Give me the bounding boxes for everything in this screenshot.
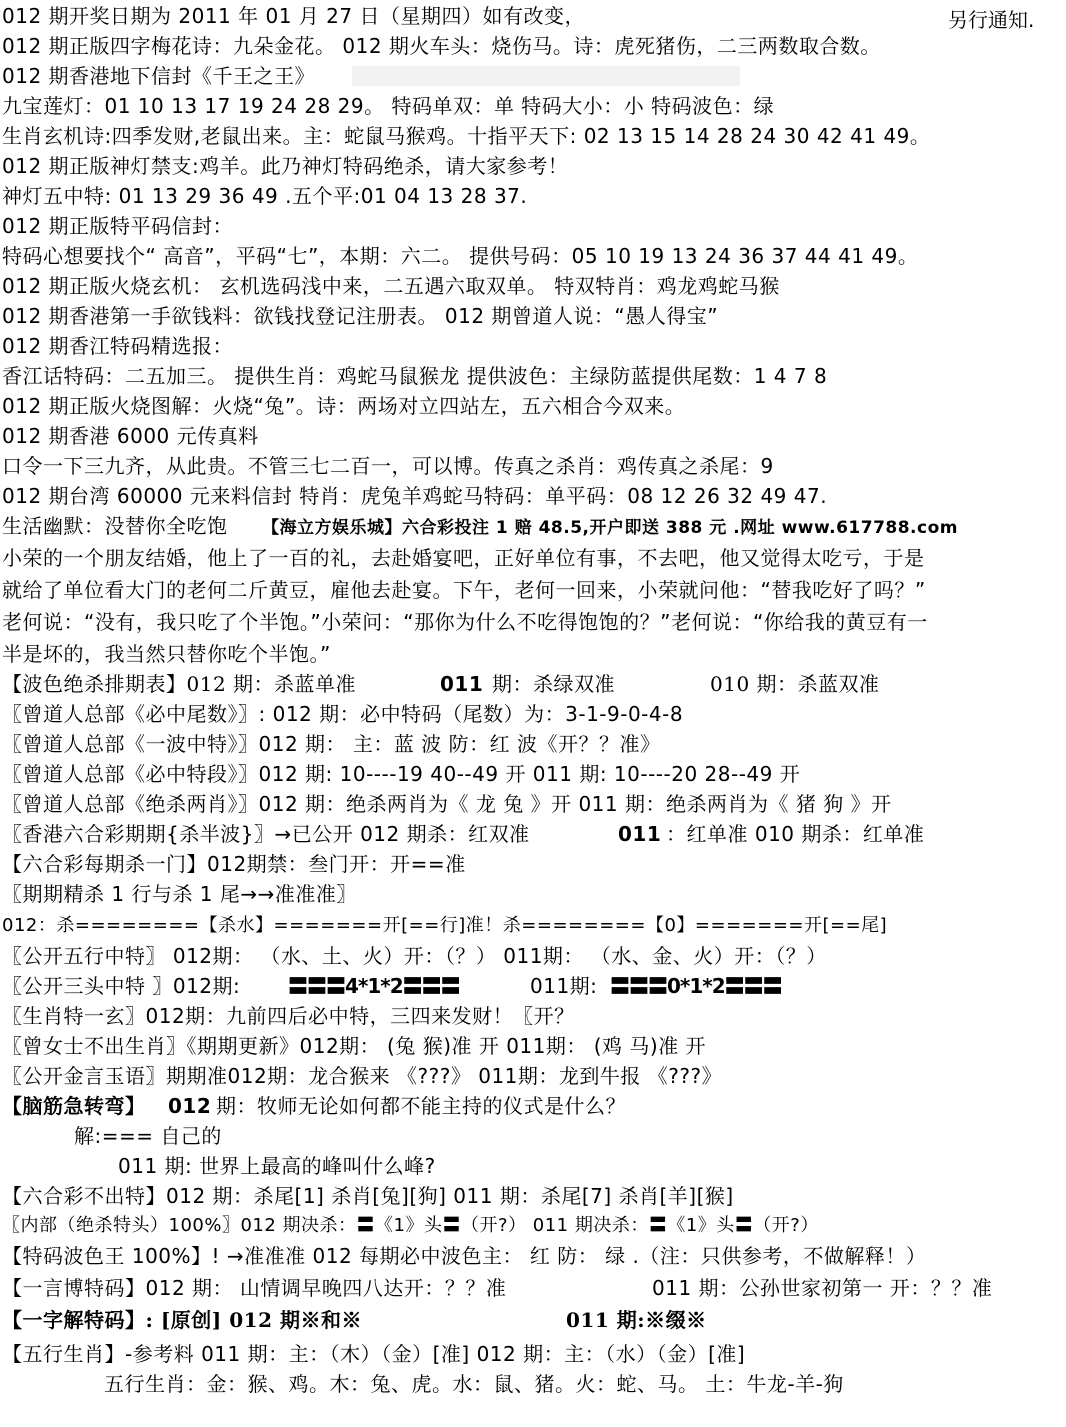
- lamp-ban-line: 012 期正版神灯禁支:鸡羊。此乃神灯特码绝杀，请大家参考！: [2, 154, 569, 178]
- wave-king-line: 【特码波色王 100%】! →准准准 012 每期必中波色主： 红 防： 绿 .（注：只供参考，不做解释！）: [2, 1244, 927, 1268]
- high-note-line: 特码心想要找个“ 高音”，平码“七”，本期：六二。 提供号码：05 10 19 13 24 36 37 44 41 49。: [2, 244, 919, 268]
- fax-title-line: 012 期香港 6000 元传真料: [2, 424, 259, 448]
- redacted-bar: [352, 66, 740, 86]
- hk-first-hand-line: 012 期香港第一手欲钱料：欲钱找登记注册表。 012 期曾道人说：“愚人得宝”: [2, 304, 719, 328]
- three-head-011-label: 011期:: [530, 974, 598, 998]
- plum-poem-line: 012 期正版四字梅花诗：九朵金花。 012 期火车头：烧伤马。诗：虎死猪伤，二三两数取合数。: [2, 34, 881, 58]
- xiangjiang-detail-line: 香江话特码：二五加三。 提供生肖：鸡蛇马鼠猴龙 提供波色：主绿防蓝提供尾数：1 4 7 8: [2, 364, 828, 388]
- riddle-011: 011 期: 世界上最高的峰叫什么峰?: [118, 1154, 436, 1178]
- kill-door-line: 【六合彩每期杀一门】012期禁：叁门开：开==准: [2, 852, 466, 876]
- zodiac-riddle-line: 生肖玄机诗:四季发财,老鼠出来。主：蛇鼠马猴鸡。十指平天下: 02 13 15 14 28 24 30 42 41 49。: [2, 124, 931, 148]
- wave-kill-011: 期：杀绿双准: [492, 672, 615, 696]
- taiwan-envelope-line: 012 期台湾 60000 元来料信封 特肖：虎兔羊鸡蛇马特码：单平码：08 12 26 32 49 47.: [2, 484, 828, 508]
- three-head-012-code: 〓〓〓4*1*2〓〓〓: [288, 974, 460, 998]
- one-char-011: 011 期:※缀※: [566, 1308, 707, 1332]
- kill-two-zodiac-line: 〖曾道人总部《绝杀两肖》〗012 期：绝杀两肖为《 龙 兔 》开 011 期：绝杀两肖为《 猪 狗 》开: [2, 792, 892, 816]
- half-wave-012: 〖香港六合彩期期{杀半波}〗→已公开 012 期杀：红双准: [2, 822, 530, 846]
- five-element-line: 〖公开五行中特〗 012期： （水、土、火）开：（？） 011期： （水、金、火）开：（？）: [2, 944, 827, 968]
- internal-kill-line: 〖内部（绝杀特头）100%〗012 期决杀：〓《1》头〓（开?） 011 期决杀：〓《1》头〓（开?）: [2, 1215, 819, 1236]
- story-line-3: 老何说：“没有，我只吃了个半饱。”小荣问：“那你为什么不吃得饱饱的？”老何说：“你给我的黄豆有一: [2, 610, 928, 634]
- one-wave-line: 〖曾道人总部《一波中特》〗012 期： 主：蓝 波 防：红 波《开？？准》: [2, 732, 661, 756]
- wave-kill-010: 010 期：杀蓝双准: [710, 672, 880, 696]
- element-tail-title: 〖期期精杀 1 行与杀 1 尾→→准准准〗: [2, 882, 357, 906]
- story-line-4: 半是坏的，我当然只替你吃个半饱。”: [2, 642, 331, 666]
- riddle-answer: 解:=== 自己的: [74, 1124, 222, 1148]
- riddle-issue: 012: [168, 1094, 212, 1118]
- three-head-label: 〖公开三头中特 〗012期:: [2, 974, 241, 998]
- madam-zodiac-line: 〖曾女士不出生肖〗《期期更新》012期： (兔 猴)准 开 011期： (鸡 马)准 开: [2, 1034, 707, 1058]
- three-head-011-code: 〓〓〓0*1*2〓〓〓: [610, 974, 782, 998]
- lotus-lamp-line: 九宝莲灯：01 10 13 17 19 24 28 29。 特码单双：单 特码大小：小 特码波色：绿: [2, 94, 775, 118]
- element-mapping-line: 五行生肖：金：猴、鸡。木：兔、虎。水：鼠、猪。火：蛇、马。 土：牛龙-羊-狗: [104, 1372, 844, 1396]
- underground-envelope-line: 012 期香港地下信封《千王之王》: [2, 64, 316, 88]
- riddle-title: 【脑筋急转弯】: [2, 1094, 146, 1118]
- one-word-011: 011 期：公孙世家初第一 开：？？准: [652, 1276, 993, 1300]
- humor-title: 生活幽默：没替你全吃饱: [2, 514, 228, 538]
- lamp-five-line: 神灯五中特: 01 13 29 36 49 .五个平:01 04 13 28 37.: [2, 184, 528, 208]
- tail-number-line: 〖曾道人总部《必中尾数》〗: 012 期：必中特码（尾数）为：3-1-9-0-4-8: [2, 702, 684, 726]
- notice-text: 另行通知.: [948, 8, 1035, 32]
- kill-water-line: 012：杀========【杀水】=======开[==行]准！杀========【0】=======开[==尾]: [2, 915, 888, 936]
- number-range-line: 〖曾道人总部《必中特段》〗012 期: 10----19 40--49 开 011 期: 10----20 28--49 开: [2, 762, 801, 786]
- fax-detail-line: 口令一下三九齐，从此贵。不管三七二百一，可以博。传真之杀肖：鸡传真之杀尾：9: [2, 454, 774, 478]
- five-element-zodiac-line: 【五行生肖】-参考料 011 期：主：（木）（金）[准] 012 期：主：（水）（金）[准]: [2, 1342, 746, 1366]
- half-wave-011-number: 011: [618, 822, 662, 846]
- draw-date-line: 012 期开奖日期为 2011 年 01 月 27 日（星期四）如有改变，: [2, 4, 585, 28]
- casino-ad-link[interactable]: 【海立方娱乐城】六合彩投注 1 赔 48.5,开户即送 388 元 .网址 www.617788.com: [262, 518, 958, 538]
- story-line-2: 就给了单位看大门的老何二斤黄豆，雇他去赴宴。下午，老何一回来，小荣就问他：“替我吃好了吗？”: [2, 578, 926, 602]
- half-wave-rest: ：红单准 010 期杀：红单准: [666, 822, 925, 846]
- riddle-question: 期：牧师无论如何都不能主持的仪式是什么？: [216, 1094, 626, 1118]
- zodiac-one-line: 〖生肖特一玄〗012期：九前四后必中特，三四来发财！〖开？: [2, 1004, 575, 1028]
- one-char-012: 【一字解特码】: [原创] 012 期※和※: [2, 1308, 362, 1332]
- fire-diagram-line: 012 期正版火烧图解：火烧“兔”。诗：两场对立四站左，五六相合今双来。: [2, 394, 686, 418]
- golden-words-line: 〖公开金言玉语〗期期准012期：龙合猴来 《???》 011期：龙到牛报 《???》: [2, 1064, 723, 1088]
- xiangjiang-title-line: 012 期香江特码精选报：: [2, 334, 234, 358]
- envelope-title-line: 012 期正版特平码信封：: [2, 214, 234, 238]
- wave-kill-011-number: 011: [440, 672, 484, 696]
- story-line-1: 小荣的一个朋友结婚，他上了一百的礼，去赴婚宴吧，正好单位有事，不去吧，他又觉得太吃亏，于是: [2, 546, 925, 570]
- one-word-012: 【一言博特码】012 期： 山情调早晚四八达开：？？准: [2, 1276, 507, 1300]
- fire-mystery-line: 012 期正版火烧玄机： 玄机选码浅中来，二五遇六取双单。 特双特肖：鸡龙鸡蛇马猴: [2, 274, 780, 298]
- wave-kill-012: 【波色绝杀排期表】012 期：杀蓝单准: [2, 672, 357, 696]
- no-special-line: 【六合彩不出特】012 期：杀尾[1] 杀肖[兔][狗] 011 期：杀尾[7] 杀肖[羊][猴]: [2, 1184, 734, 1208]
